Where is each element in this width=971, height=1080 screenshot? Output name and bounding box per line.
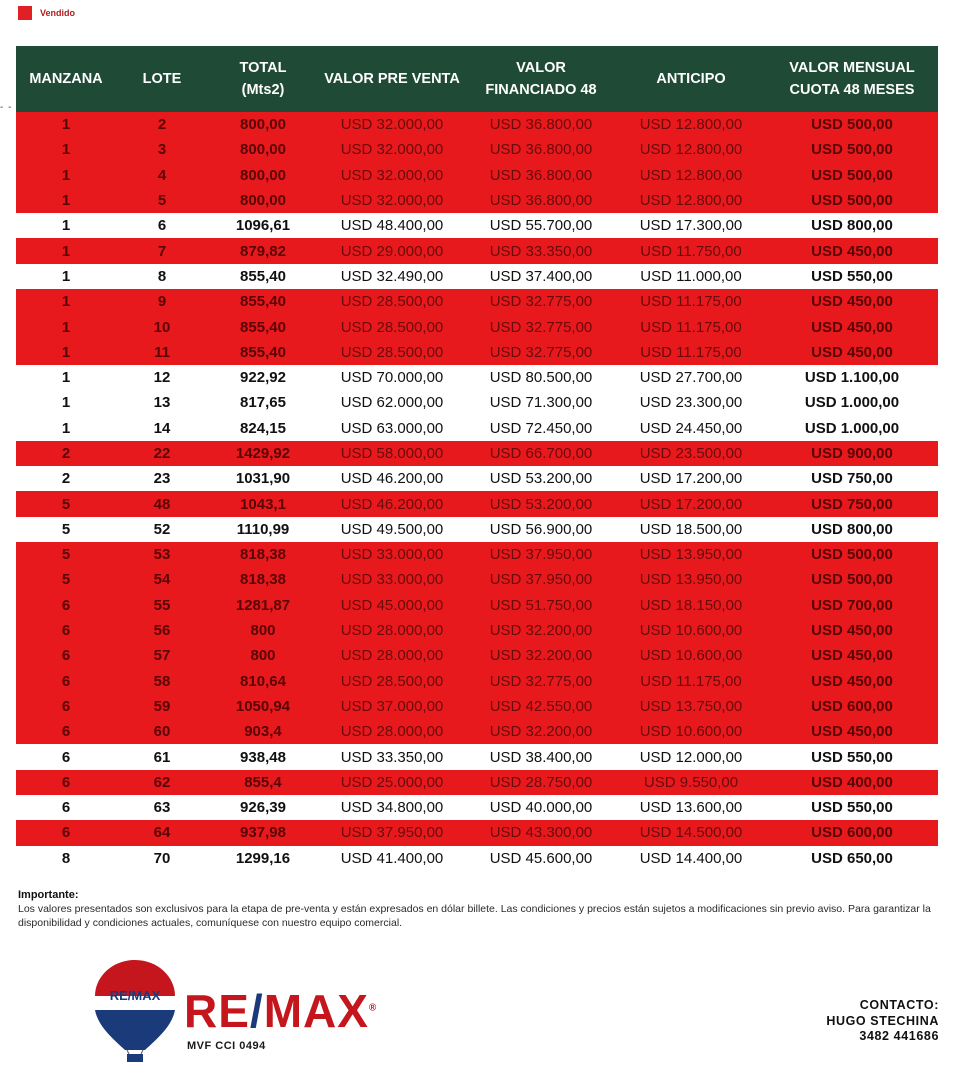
cell-valor-pre-venta: USD 45.000,00 xyxy=(318,593,466,618)
cell-total: 1043,1 xyxy=(208,491,318,516)
cell-anticipo: USD 10.600,00 xyxy=(616,719,766,744)
table-row-sold xyxy=(16,593,938,618)
cell-total: 800 xyxy=(208,643,318,668)
table-row-sold xyxy=(16,643,938,668)
cell-total: 800,00 xyxy=(208,163,318,188)
cell-manzana: 5 xyxy=(16,542,116,567)
cell-lote: 58 xyxy=(116,669,208,694)
cell-anticipo: USD 18.150,00 xyxy=(616,593,766,618)
header-lote: LOTE xyxy=(116,46,208,112)
cell-manzana: 6 xyxy=(16,669,116,694)
legend xyxy=(18,6,75,20)
header-manzana: MANZANA xyxy=(16,46,116,112)
cell-manzana: 6 xyxy=(16,820,116,845)
cell-manzana: 1 xyxy=(16,112,116,137)
cell-valor-financiado: USD 36.800,00 xyxy=(466,137,616,162)
cell-total: 903,4 xyxy=(208,719,318,744)
cell-anticipo: USD 18.500,00 xyxy=(616,517,766,542)
price-table-container xyxy=(16,46,938,871)
cell-lote: 9 xyxy=(116,289,208,314)
cell-anticipo: USD 12.000,00 xyxy=(616,744,766,769)
cell-valor-mensual: USD 650,00 xyxy=(766,846,938,871)
cell-valor-financiado: USD 80.500,00 xyxy=(466,365,616,390)
cell-lote: 63 xyxy=(116,795,208,820)
cell-anticipo: USD 11.175,00 xyxy=(616,340,766,365)
cell-valor-financiado: USD 56.900,00 xyxy=(466,517,616,542)
table-row-available xyxy=(16,365,938,390)
cell-valor-mensual: USD 750,00 xyxy=(766,466,938,491)
cell-lote: 22 xyxy=(116,441,208,466)
cell-manzana: 1 xyxy=(16,390,116,415)
cell-lote: 7 xyxy=(116,238,208,263)
cell-valor-mensual: USD 900,00 xyxy=(766,441,938,466)
cell-valor-mensual: USD 450,00 xyxy=(766,340,938,365)
cell-valor-financiado: USD 45.600,00 xyxy=(466,846,616,871)
cell-total: 818,38 xyxy=(208,542,318,567)
cell-total: 855,40 xyxy=(208,289,318,314)
cell-anticipo: USD 11.175,00 xyxy=(616,669,766,694)
cell-valor-mensual: USD 1.000,00 xyxy=(766,416,938,441)
cell-total: 800,00 xyxy=(208,112,318,137)
cell-valor-pre-venta: USD 32.000,00 xyxy=(318,163,466,188)
cell-valor-financiado: USD 51.750,00 xyxy=(466,593,616,618)
cell-valor-mensual: USD 450,00 xyxy=(766,719,938,744)
cell-manzana: 1 xyxy=(16,163,116,188)
cell-manzana: 1 xyxy=(16,213,116,238)
cell-valor-mensual: USD 450,00 xyxy=(766,643,938,668)
cell-valor-mensual: USD 450,00 xyxy=(766,314,938,339)
cell-valor-financiado: USD 32.200,00 xyxy=(466,643,616,668)
remax-wordmark xyxy=(184,984,377,1038)
cell-total: 817,65 xyxy=(208,390,318,415)
table-row-sold xyxy=(16,289,938,314)
cell-lote: 56 xyxy=(116,618,208,643)
table-row-sold xyxy=(16,669,938,694)
cell-manzana: 1 xyxy=(16,264,116,289)
cell-anticipo: USD 11.175,00 xyxy=(616,289,766,314)
cell-total: 855,40 xyxy=(208,340,318,365)
cell-anticipo: USD 12.800,00 xyxy=(616,112,766,137)
cell-lote: 14 xyxy=(116,416,208,441)
cell-total: 855,40 xyxy=(208,314,318,339)
cell-valor-financiado: USD 33.350,00 xyxy=(466,238,616,263)
cell-anticipo: USD 24.450,00 xyxy=(616,416,766,441)
cell-total: 1429,92 xyxy=(208,441,318,466)
table-row-available xyxy=(16,213,938,238)
license-number: MVF CCI 0494 xyxy=(187,1040,266,1052)
table-row-sold xyxy=(16,719,938,744)
table-row-sold xyxy=(16,618,938,643)
cell-valor-pre-venta: USD 28.500,00 xyxy=(318,289,466,314)
cell-valor-mensual: USD 750,00 xyxy=(766,491,938,516)
important-text: Los valores presentados son exclusivos para la etapa de pre-venta y están expresados en dólar billete. Las condiciones y precios están sujetos a modificaciones sin previo aviso. Para garantizar la disponibilidad y condiciones actuales, comuníquese con nuestro equipo comercial. xyxy=(18,903,931,929)
cell-valor-mensual: USD 450,00 xyxy=(766,618,938,643)
cell-valor-pre-venta: USD 33.000,00 xyxy=(318,542,466,567)
cell-anticipo: USD 12.800,00 xyxy=(616,163,766,188)
cell-manzana: 1 xyxy=(16,416,116,441)
cell-anticipo: USD 14.500,00 xyxy=(616,820,766,845)
cell-manzana: 1 xyxy=(16,314,116,339)
cell-valor-financiado: USD 55.700,00 xyxy=(466,213,616,238)
cell-lote: 48 xyxy=(116,491,208,516)
cell-valor-mensual: USD 500,00 xyxy=(766,188,938,213)
cell-anticipo: USD 27.700,00 xyxy=(616,365,766,390)
cell-valor-mensual: USD 400,00 xyxy=(766,770,938,795)
cell-anticipo: USD 10.600,00 xyxy=(616,618,766,643)
cell-lote: 62 xyxy=(116,770,208,795)
cell-valor-financiado: USD 71.300,00 xyxy=(466,390,616,415)
cell-valor-financiado: USD 37.400,00 xyxy=(466,264,616,289)
cell-anticipo: USD 12.800,00 xyxy=(616,188,766,213)
cell-valor-mensual: USD 450,00 xyxy=(766,669,938,694)
cell-manzana: 1 xyxy=(16,238,116,263)
cell-lote: 5 xyxy=(116,188,208,213)
cell-anticipo: USD 23.500,00 xyxy=(616,441,766,466)
cell-lote: 64 xyxy=(116,820,208,845)
cell-valor-pre-venta: USD 28.500,00 xyxy=(318,314,466,339)
cell-lote: 3 xyxy=(116,137,208,162)
cell-manzana: 6 xyxy=(16,795,116,820)
cell-total: 926,39 xyxy=(208,795,318,820)
cell-valor-pre-venta: USD 28.000,00 xyxy=(318,618,466,643)
table-row-sold xyxy=(16,314,938,339)
cell-valor-financiado: USD 53.200,00 xyxy=(466,466,616,491)
cell-lote: 59 xyxy=(116,694,208,719)
cell-total: 922,92 xyxy=(208,365,318,390)
cell-valor-financiado: USD 28.750,00 xyxy=(466,770,616,795)
cell-lote: 4 xyxy=(116,163,208,188)
cell-valor-pre-venta: USD 70.000,00 xyxy=(318,365,466,390)
header-valor-financiado: VALOR FINANCIADO 48 xyxy=(466,46,616,112)
cell-valor-mensual: USD 1.100,00 xyxy=(766,365,938,390)
cell-anticipo: USD 13.750,00 xyxy=(616,694,766,719)
table-row-available xyxy=(16,744,938,769)
cell-total: 1050,94 xyxy=(208,694,318,719)
contact-title: CONTACTO: xyxy=(859,998,939,1012)
cell-lote: 61 xyxy=(116,744,208,769)
cell-lote: 55 xyxy=(116,593,208,618)
table-row-available xyxy=(16,264,938,289)
cell-valor-pre-venta: USD 32.000,00 xyxy=(318,137,466,162)
cell-valor-financiado: USD 66.700,00 xyxy=(466,441,616,466)
cell-valor-financiado: USD 42.550,00 xyxy=(466,694,616,719)
table-row-available xyxy=(16,517,938,542)
cell-total: 1299,16 xyxy=(208,846,318,871)
cell-valor-mensual: USD 450,00 xyxy=(766,238,938,263)
cell-manzana: 5 xyxy=(16,567,116,592)
cell-lote: 10 xyxy=(116,314,208,339)
cell-valor-pre-venta: USD 37.950,00 xyxy=(318,820,466,845)
cell-anticipo: USD 12.800,00 xyxy=(616,137,766,162)
cell-valor-financiado: USD 38.400,00 xyxy=(466,744,616,769)
cell-valor-mensual: USD 600,00 xyxy=(766,694,938,719)
cell-valor-pre-venta: USD 33.350,00 xyxy=(318,744,466,769)
cell-total: 879,82 xyxy=(208,238,318,263)
cell-lote: 54 xyxy=(116,567,208,592)
cell-lote: 11 xyxy=(116,340,208,365)
wordmark-max: MAX xyxy=(263,985,369,1037)
wordmark-slash: / xyxy=(249,985,264,1037)
cell-valor-pre-venta: USD 62.000,00 xyxy=(318,390,466,415)
cell-anticipo: USD 13.950,00 xyxy=(616,567,766,592)
cell-total: 1281,87 xyxy=(208,593,318,618)
cell-valor-pre-venta: USD 63.000,00 xyxy=(318,416,466,441)
cell-valor-pre-venta: USD 32.490,00 xyxy=(318,264,466,289)
cell-manzana: 1 xyxy=(16,137,116,162)
table-row-sold xyxy=(16,163,938,188)
cell-valor-pre-venta: USD 48.400,00 xyxy=(318,213,466,238)
table-row-sold xyxy=(16,491,938,516)
header-anticipo: ANTICIPO xyxy=(616,46,766,112)
table-row-available xyxy=(16,795,938,820)
cell-valor-pre-venta: USD 28.000,00 xyxy=(318,643,466,668)
cell-valor-pre-venta: USD 28.500,00 xyxy=(318,669,466,694)
cell-valor-financiado: USD 37.950,00 xyxy=(466,567,616,592)
cell-anticipo: USD 11.750,00 xyxy=(616,238,766,263)
cell-valor-financiado: USD 32.775,00 xyxy=(466,669,616,694)
cell-manzana: 6 xyxy=(16,694,116,719)
contact-name: HUGO STECHINA xyxy=(826,1013,939,1028)
cell-valor-mensual: USD 800,00 xyxy=(766,213,938,238)
cell-lote: 70 xyxy=(116,846,208,871)
cell-anticipo: USD 17.200,00 xyxy=(616,466,766,491)
cell-lote: 52 xyxy=(116,517,208,542)
cell-total: 800 xyxy=(208,618,318,643)
sold-legend-label: Vendido xyxy=(40,8,76,18)
cell-lote: 12 xyxy=(116,365,208,390)
table-row-available xyxy=(16,846,938,871)
cell-valor-mensual: USD 500,00 xyxy=(766,112,938,137)
cell-valor-mensual: USD 550,00 xyxy=(766,264,938,289)
header-valor-mensual: VALOR MENSUAL CUOTA 48 MESES xyxy=(766,46,938,112)
remax-logo xyxy=(92,958,392,1076)
cell-anticipo: USD 17.300,00 xyxy=(616,213,766,238)
table-header-row xyxy=(16,46,938,112)
table-row-sold xyxy=(16,441,938,466)
cell-valor-mensual: USD 800,00 xyxy=(766,517,938,542)
cell-valor-mensual: USD 600,00 xyxy=(766,820,938,845)
cell-valor-pre-venta: USD 34.800,00 xyxy=(318,795,466,820)
cell-total: 824,15 xyxy=(208,416,318,441)
cell-valor-mensual: USD 450,00 xyxy=(766,289,938,314)
table-row-sold xyxy=(16,694,938,719)
cell-lote: 23 xyxy=(116,466,208,491)
cell-lote: 6 xyxy=(116,213,208,238)
cell-lote: 13 xyxy=(116,390,208,415)
cell-lote: 8 xyxy=(116,264,208,289)
cell-valor-pre-venta: USD 33.000,00 xyxy=(318,567,466,592)
header-total: TOTAL (Mts2) xyxy=(208,46,318,112)
cell-manzana: 1 xyxy=(16,340,116,365)
cell-anticipo: USD 10.600,00 xyxy=(616,643,766,668)
cell-manzana: 6 xyxy=(16,618,116,643)
remax-balloon-icon xyxy=(92,958,178,1070)
cell-valor-mensual: USD 500,00 xyxy=(766,567,938,592)
balloon-text: RE/MAX xyxy=(109,988,161,1003)
table-row-sold xyxy=(16,770,938,795)
cell-total: 855,4 xyxy=(208,770,318,795)
sold-legend-swatch xyxy=(18,6,32,20)
table-row-sold xyxy=(16,188,938,213)
cell-anticipo: USD 13.950,00 xyxy=(616,542,766,567)
table-row-sold xyxy=(16,542,938,567)
cell-valor-mensual: USD 550,00 xyxy=(766,795,938,820)
cell-manzana: 5 xyxy=(16,517,116,542)
cell-valor-pre-venta: USD 28.000,00 xyxy=(318,719,466,744)
cell-valor-mensual: USD 500,00 xyxy=(766,542,938,567)
cell-total: 818,38 xyxy=(208,567,318,592)
cell-valor-pre-venta: USD 25.000,00 xyxy=(318,770,466,795)
wordmark-re: RE xyxy=(184,985,250,1037)
cell-valor-financiado: USD 32.775,00 xyxy=(466,340,616,365)
cell-anticipo: USD 13.600,00 xyxy=(616,795,766,820)
cell-total: 937,98 xyxy=(208,820,318,845)
cell-anticipo: USD 14.400,00 xyxy=(616,846,766,871)
cell-valor-financiado: USD 40.000,00 xyxy=(466,795,616,820)
cell-valor-mensual: USD 500,00 xyxy=(766,137,938,162)
cell-lote: 57 xyxy=(116,643,208,668)
table-row-sold xyxy=(16,567,938,592)
table-row-sold xyxy=(16,820,938,845)
cell-lote: 60 xyxy=(116,719,208,744)
cell-anticipo: USD 23.300,00 xyxy=(616,390,766,415)
cell-total: 1031,90 xyxy=(208,466,318,491)
cell-valor-pre-venta: USD 46.200,00 xyxy=(318,491,466,516)
cell-anticipo: USD 17.200,00 xyxy=(616,491,766,516)
table-row-available xyxy=(16,416,938,441)
cell-manzana: 2 xyxy=(16,466,116,491)
table-row-available xyxy=(16,390,938,415)
cell-total: 1096,61 xyxy=(208,213,318,238)
cell-valor-financiado: USD 37.950,00 xyxy=(466,542,616,567)
cell-total: 800,00 xyxy=(208,188,318,213)
cell-anticipo: USD 11.000,00 xyxy=(616,264,766,289)
cell-manzana: 6 xyxy=(16,643,116,668)
cell-valor-pre-venta: USD 58.000,00 xyxy=(318,441,466,466)
cell-lote: 53 xyxy=(116,542,208,567)
cell-anticipo: USD 9.550,00 xyxy=(616,770,766,795)
cell-manzana: 6 xyxy=(16,770,116,795)
cell-lote: 2 xyxy=(116,112,208,137)
cell-valor-pre-venta: USD 41.400,00 xyxy=(318,846,466,871)
cell-valor-mensual: USD 550,00 xyxy=(766,744,938,769)
cell-valor-pre-venta: USD 29.000,00 xyxy=(318,238,466,263)
cell-total: 1110,99 xyxy=(208,517,318,542)
cell-valor-mensual: USD 1.000,00 xyxy=(766,390,938,415)
cell-valor-mensual: USD 500,00 xyxy=(766,163,938,188)
cell-valor-financiado: USD 32.200,00 xyxy=(466,719,616,744)
cell-valor-financiado: USD 36.800,00 xyxy=(466,163,616,188)
contact-block xyxy=(826,998,939,1045)
cell-manzana: 1 xyxy=(16,188,116,213)
table-row-sold xyxy=(16,112,938,137)
header-valor-pre-venta: VALOR PRE VENTA xyxy=(318,46,466,112)
margin-dash: - - xyxy=(0,102,13,113)
cell-valor-pre-venta: USD 37.000,00 xyxy=(318,694,466,719)
cell-valor-financiado: USD 32.775,00 xyxy=(466,289,616,314)
cell-manzana: 8 xyxy=(16,846,116,871)
cell-total: 938,48 xyxy=(208,744,318,769)
cell-anticipo: USD 11.175,00 xyxy=(616,314,766,339)
cell-manzana: 5 xyxy=(16,491,116,516)
table-row-sold xyxy=(16,238,938,263)
cell-manzana: 6 xyxy=(16,719,116,744)
cell-valor-financiado: USD 43.300,00 xyxy=(466,820,616,845)
cell-manzana: 6 xyxy=(16,744,116,769)
table-row-available xyxy=(16,466,938,491)
cell-total: 855,40 xyxy=(208,264,318,289)
table-row-sold xyxy=(16,137,938,162)
cell-valor-pre-venta: USD 49.500,00 xyxy=(318,517,466,542)
cell-manzana: 1 xyxy=(16,289,116,314)
cell-valor-pre-venta: USD 46.200,00 xyxy=(318,466,466,491)
important-note xyxy=(18,888,938,930)
cell-valor-mensual: USD 700,00 xyxy=(766,593,938,618)
cell-total: 800,00 xyxy=(208,137,318,162)
cell-manzana: 6 xyxy=(16,593,116,618)
cell-valor-financiado: USD 53.200,00 xyxy=(466,491,616,516)
cell-manzana: 2 xyxy=(16,441,116,466)
important-title: Importante: xyxy=(18,889,79,901)
cell-valor-financiado: USD 36.800,00 xyxy=(466,112,616,137)
cell-valor-pre-venta: USD 28.500,00 xyxy=(318,340,466,365)
registered-mark: ® xyxy=(368,1002,378,1014)
contact-phone: 3482 441686 xyxy=(859,1029,939,1043)
price-table xyxy=(16,46,938,871)
table-row-sold xyxy=(16,340,938,365)
cell-valor-financiado: USD 72.450,00 xyxy=(466,416,616,441)
cell-total: 810,64 xyxy=(208,669,318,694)
table-body xyxy=(16,112,938,871)
cell-valor-financiado: USD 32.775,00 xyxy=(466,314,616,339)
cell-valor-pre-venta: USD 32.000,00 xyxy=(318,112,466,137)
cell-valor-financiado: USD 32.200,00 xyxy=(466,618,616,643)
cell-valor-financiado: USD 36.800,00 xyxy=(466,188,616,213)
cell-manzana: 1 xyxy=(16,365,116,390)
cell-valor-pre-venta: USD 32.000,00 xyxy=(318,188,466,213)
